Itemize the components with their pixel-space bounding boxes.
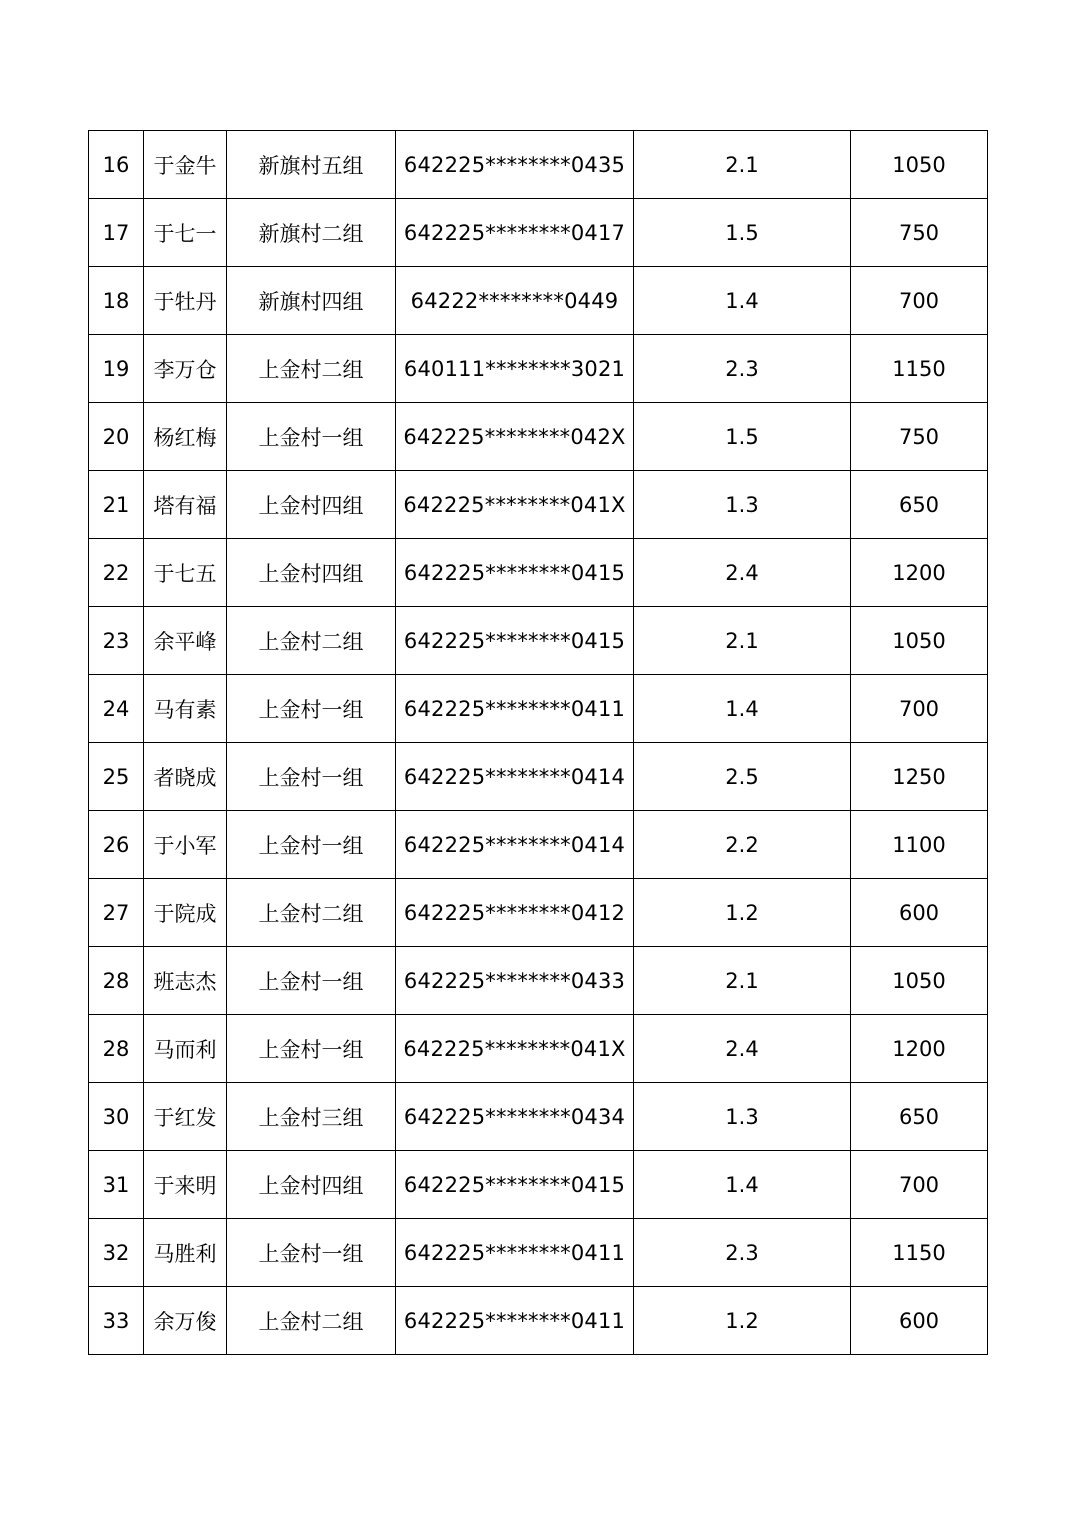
row-number-cell: 22 bbox=[89, 539, 144, 607]
amount-cell: 1250 bbox=[851, 743, 988, 811]
area-cell: 2.1 bbox=[634, 607, 851, 675]
name-cell: 杨红梅 bbox=[144, 403, 227, 471]
amount-cell: 650 bbox=[851, 471, 988, 539]
village-group-cell: 上金村一组 bbox=[227, 811, 396, 879]
area-cell: 2.1 bbox=[634, 947, 851, 1015]
id-number-cell: 642225********0415 bbox=[396, 539, 634, 607]
amount-cell: 750 bbox=[851, 403, 988, 471]
id-number-cell: 642225********0433 bbox=[396, 947, 634, 1015]
row-number-cell: 26 bbox=[89, 811, 144, 879]
name-cell: 余平峰 bbox=[144, 607, 227, 675]
village-group-cell: 上金村一组 bbox=[227, 947, 396, 1015]
amount-cell: 1200 bbox=[851, 539, 988, 607]
row-number-cell: 32 bbox=[89, 1219, 144, 1287]
table-row bbox=[89, 1287, 988, 1355]
village-group-cell: 上金村一组 bbox=[227, 1015, 396, 1083]
row-number-cell: 17 bbox=[89, 199, 144, 267]
area-cell: 2.3 bbox=[634, 1219, 851, 1287]
table-row bbox=[89, 811, 988, 879]
amount-cell: 700 bbox=[851, 675, 988, 743]
table-row bbox=[89, 1219, 988, 1287]
area-cell: 2.4 bbox=[634, 1015, 851, 1083]
id-number-cell: 642225********0414 bbox=[396, 743, 634, 811]
row-number-cell: 20 bbox=[89, 403, 144, 471]
amount-cell: 750 bbox=[851, 199, 988, 267]
amount-cell: 600 bbox=[851, 879, 988, 947]
amount-cell: 1050 bbox=[851, 131, 988, 199]
table-row bbox=[89, 403, 988, 471]
amount-cell: 600 bbox=[851, 1287, 988, 1355]
village-group-cell: 新旗村二组 bbox=[227, 199, 396, 267]
area-cell: 1.4 bbox=[634, 267, 851, 335]
table-row bbox=[89, 199, 988, 267]
name-cell: 于小军 bbox=[144, 811, 227, 879]
area-cell: 2.1 bbox=[634, 131, 851, 199]
table-row bbox=[89, 879, 988, 947]
amount-cell: 1050 bbox=[851, 607, 988, 675]
village-group-cell: 上金村一组 bbox=[227, 675, 396, 743]
table-row bbox=[89, 539, 988, 607]
id-number-cell: 642225********0412 bbox=[396, 879, 634, 947]
roster-table bbox=[88, 130, 988, 1355]
id-number-cell: 642225********042X bbox=[396, 403, 634, 471]
area-cell: 2.3 bbox=[634, 335, 851, 403]
name-cell: 塔有福 bbox=[144, 471, 227, 539]
name-cell: 于牡丹 bbox=[144, 267, 227, 335]
name-cell: 马而利 bbox=[144, 1015, 227, 1083]
area-cell: 1.5 bbox=[634, 403, 851, 471]
village-group-cell: 上金村一组 bbox=[227, 743, 396, 811]
table-row bbox=[89, 1015, 988, 1083]
table-row bbox=[89, 1083, 988, 1151]
id-number-cell: 642225********0411 bbox=[396, 1287, 634, 1355]
table-row bbox=[89, 947, 988, 1015]
id-number-cell: 642225********0411 bbox=[396, 1219, 634, 1287]
table-row bbox=[89, 335, 988, 403]
village-group-cell: 上金村三组 bbox=[227, 1083, 396, 1151]
name-cell: 班志杰 bbox=[144, 947, 227, 1015]
name-cell: 余万俊 bbox=[144, 1287, 227, 1355]
name-cell: 马有素 bbox=[144, 675, 227, 743]
id-number-cell: 642225********0415 bbox=[396, 1151, 634, 1219]
amount-cell: 1150 bbox=[851, 1219, 988, 1287]
id-number-cell: 642225********0415 bbox=[396, 607, 634, 675]
row-number-cell: 18 bbox=[89, 267, 144, 335]
village-group-cell: 上金村二组 bbox=[227, 607, 396, 675]
name-cell: 于来明 bbox=[144, 1151, 227, 1219]
amount-cell: 1050 bbox=[851, 947, 988, 1015]
village-group-cell: 上金村二组 bbox=[227, 335, 396, 403]
row-number-cell: 28 bbox=[89, 947, 144, 1015]
table-row bbox=[89, 471, 988, 539]
row-number-cell: 19 bbox=[89, 335, 144, 403]
row-number-cell: 25 bbox=[89, 743, 144, 811]
name-cell: 于院成 bbox=[144, 879, 227, 947]
id-number-cell: 64222********0449 bbox=[396, 267, 634, 335]
row-number-cell: 27 bbox=[89, 879, 144, 947]
amount-cell: 700 bbox=[851, 1151, 988, 1219]
amount-cell: 1200 bbox=[851, 1015, 988, 1083]
area-cell: 1.4 bbox=[634, 675, 851, 743]
village-group-cell: 上金村一组 bbox=[227, 1219, 396, 1287]
village-group-cell: 上金村四组 bbox=[227, 539, 396, 607]
row-number-cell: 31 bbox=[89, 1151, 144, 1219]
village-group-cell: 上金村四组 bbox=[227, 1151, 396, 1219]
row-number-cell: 28 bbox=[89, 1015, 144, 1083]
name-cell: 于红发 bbox=[144, 1083, 227, 1151]
village-group-cell: 新旗村五组 bbox=[227, 131, 396, 199]
area-cell: 2.5 bbox=[634, 743, 851, 811]
row-number-cell: 16 bbox=[89, 131, 144, 199]
row-number-cell: 21 bbox=[89, 471, 144, 539]
area-cell: 1.2 bbox=[634, 1287, 851, 1355]
id-number-cell: 642225********0434 bbox=[396, 1083, 634, 1151]
area-cell: 2.2 bbox=[634, 811, 851, 879]
village-group-cell: 上金村二组 bbox=[227, 1287, 396, 1355]
amount-cell: 650 bbox=[851, 1083, 988, 1151]
table-row bbox=[89, 1151, 988, 1219]
row-number-cell: 24 bbox=[89, 675, 144, 743]
amount-cell: 1150 bbox=[851, 335, 988, 403]
area-cell: 1.4 bbox=[634, 1151, 851, 1219]
id-number-cell: 642225********0414 bbox=[396, 811, 634, 879]
id-number-cell: 642225********041X bbox=[396, 471, 634, 539]
amount-cell: 700 bbox=[851, 267, 988, 335]
village-group-cell: 新旗村四组 bbox=[227, 267, 396, 335]
table-row bbox=[89, 131, 988, 199]
id-number-cell: 640111********3021 bbox=[396, 335, 634, 403]
row-number-cell: 23 bbox=[89, 607, 144, 675]
name-cell: 于金牛 bbox=[144, 131, 227, 199]
area-cell: 1.3 bbox=[634, 471, 851, 539]
name-cell: 马胜利 bbox=[144, 1219, 227, 1287]
village-group-cell: 上金村二组 bbox=[227, 879, 396, 947]
id-number-cell: 642225********041X bbox=[396, 1015, 634, 1083]
name-cell: 者晓成 bbox=[144, 743, 227, 811]
row-number-cell: 30 bbox=[89, 1083, 144, 1151]
table-row bbox=[89, 743, 988, 811]
row-number-cell: 33 bbox=[89, 1287, 144, 1355]
village-group-cell: 上金村一组 bbox=[227, 403, 396, 471]
id-number-cell: 642225********0417 bbox=[396, 199, 634, 267]
area-cell: 1.5 bbox=[634, 199, 851, 267]
area-cell: 2.4 bbox=[634, 539, 851, 607]
id-number-cell: 642225********0411 bbox=[396, 675, 634, 743]
roster-table-body bbox=[89, 131, 988, 1355]
village-group-cell: 上金村四组 bbox=[227, 471, 396, 539]
amount-cell: 1100 bbox=[851, 811, 988, 879]
area-cell: 1.2 bbox=[634, 879, 851, 947]
id-number-cell: 642225********0435 bbox=[396, 131, 634, 199]
name-cell: 于七一 bbox=[144, 199, 227, 267]
table-row bbox=[89, 267, 988, 335]
name-cell: 于七五 bbox=[144, 539, 227, 607]
table-row bbox=[89, 607, 988, 675]
area-cell: 1.3 bbox=[634, 1083, 851, 1151]
name-cell: 李万仓 bbox=[144, 335, 227, 403]
table-row bbox=[89, 675, 988, 743]
